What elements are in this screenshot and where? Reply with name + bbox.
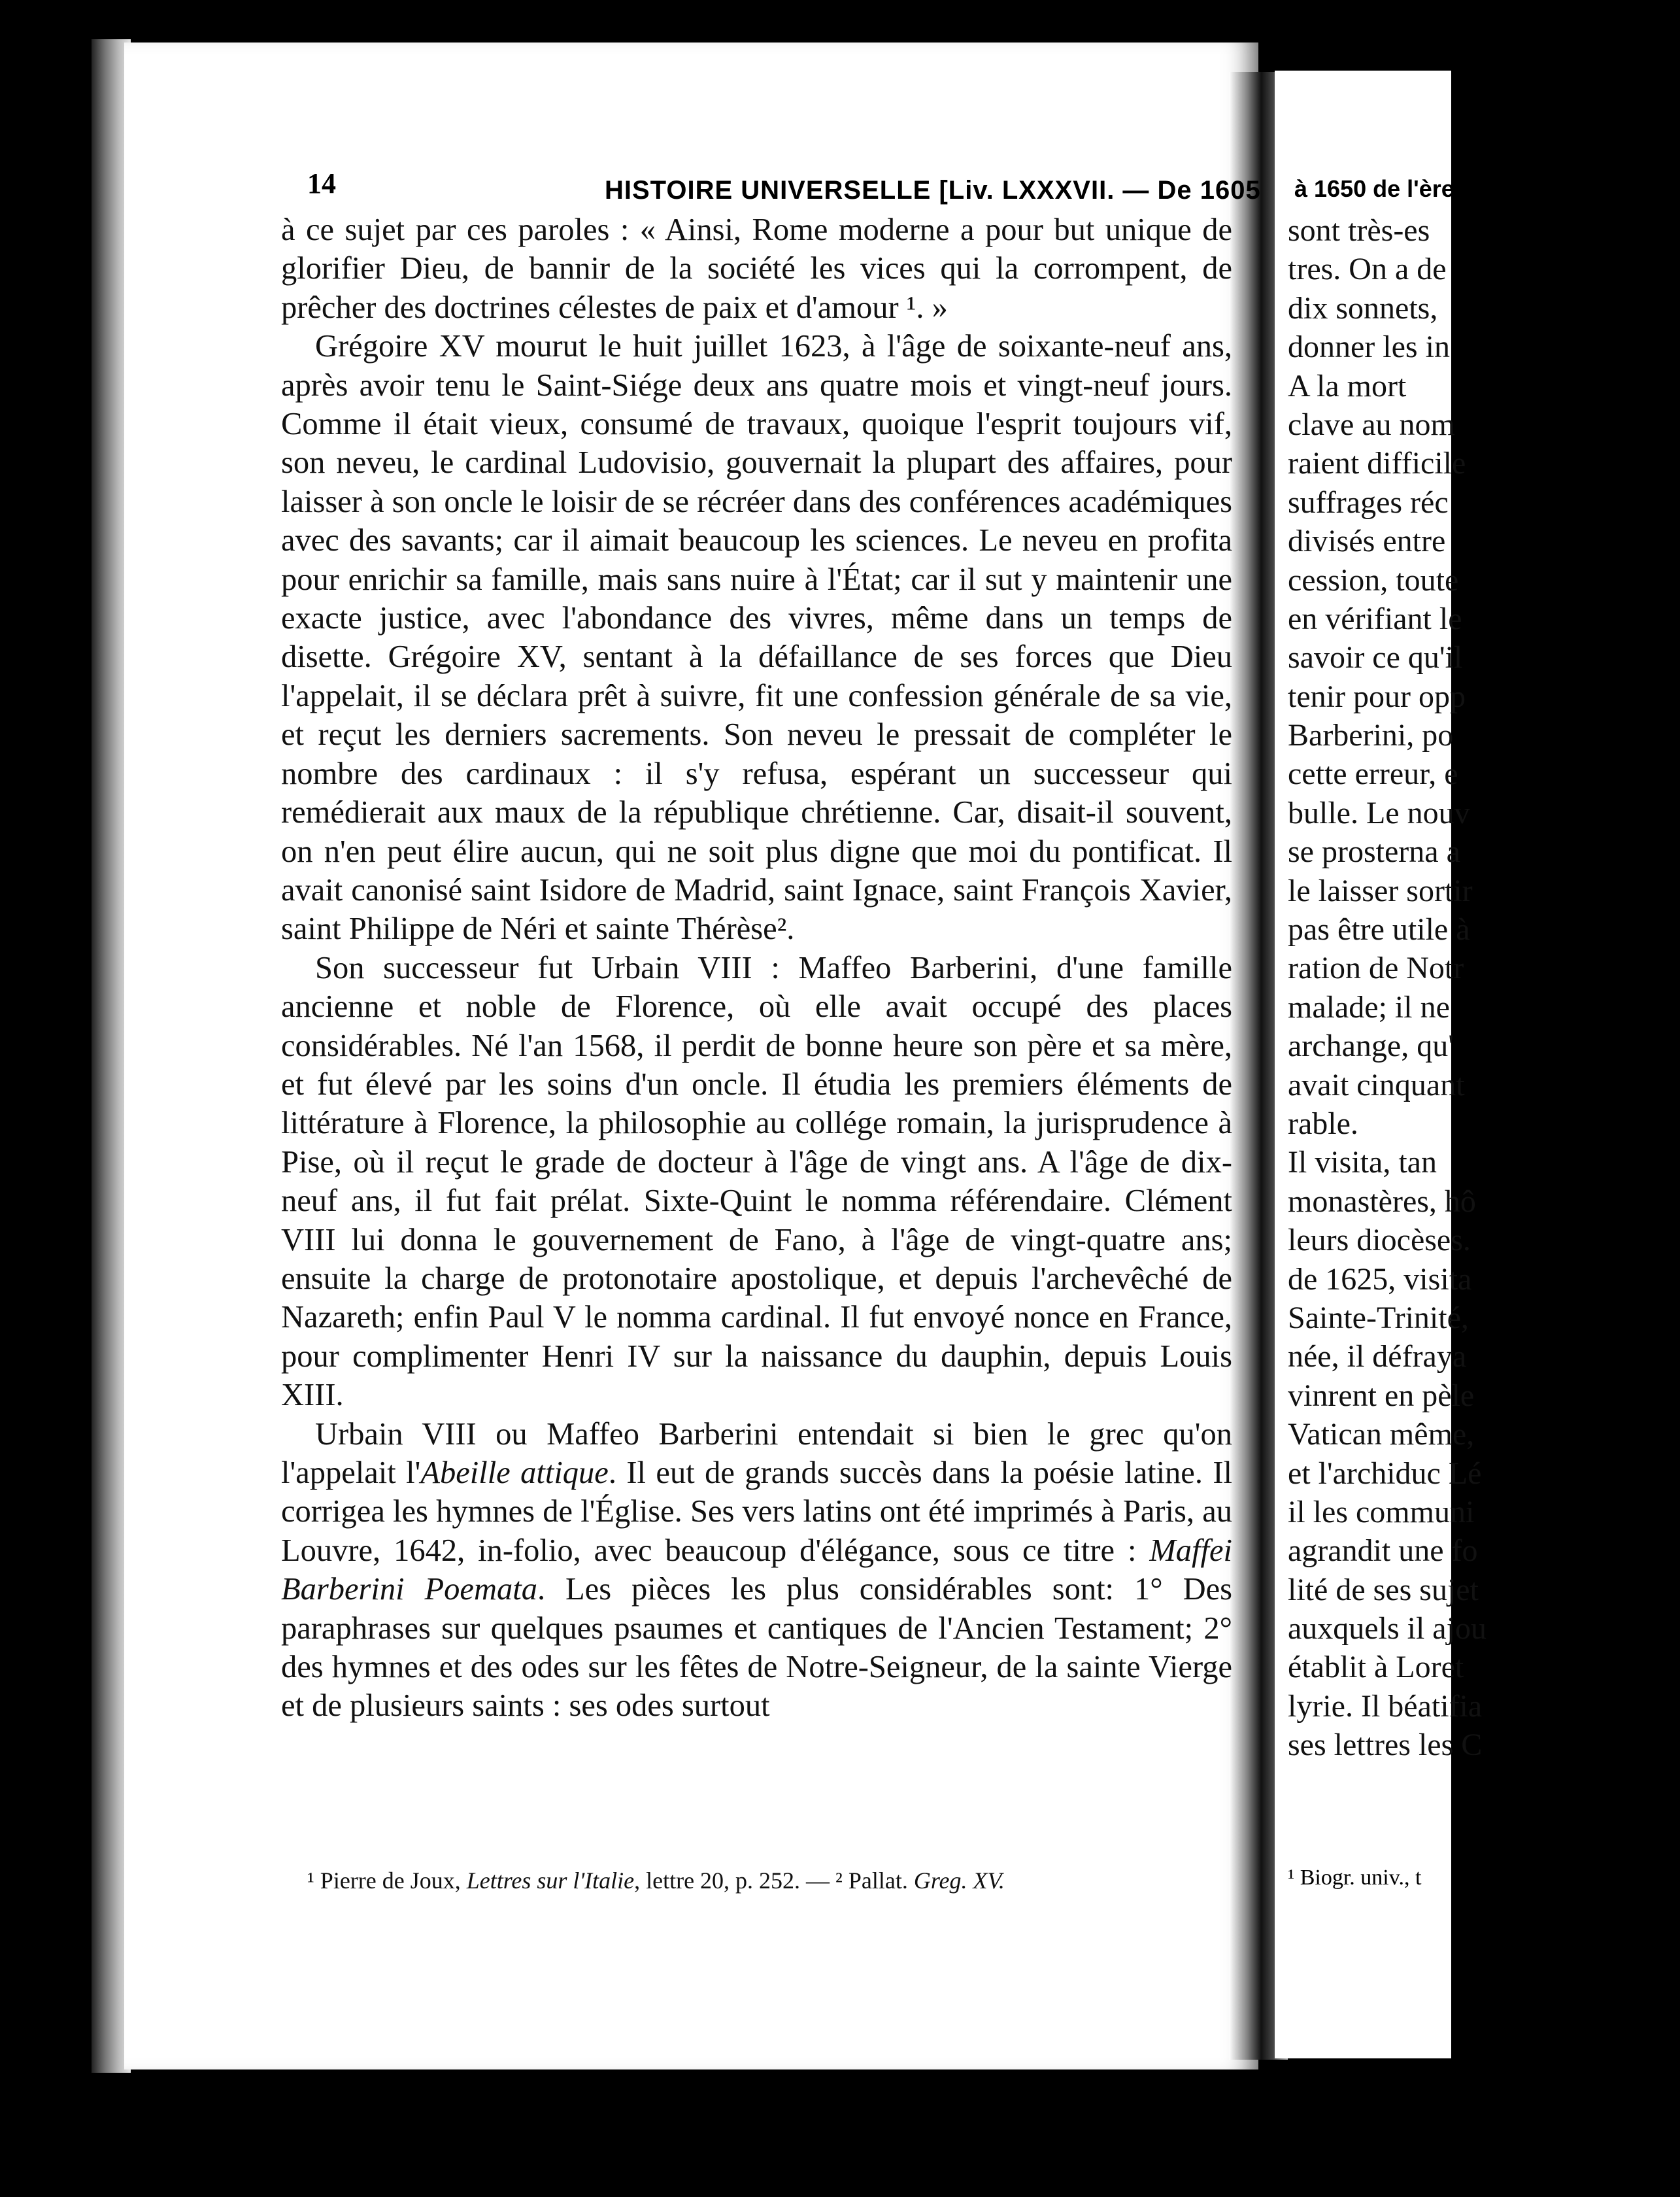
right-page [1275, 71, 1487, 2058]
right-page-line: pas être utile à [1288, 912, 1470, 947]
body-text [281, 211, 1232, 1726]
right-page-line: il les communi [1288, 1494, 1475, 1529]
right-page-line: lyrie. Il béatifia [1288, 1688, 1483, 1724]
paragraph-4-text-c: . Les pièces les plus considérables sont: 1° Des paraphrases sur quelques psaumes et cantiques de l'Ancien Testament; 2° des hymnes et des odes sur les fêtes de Notre-Seigneur, de la sainte Vierge et de plusieurs saints : ses odes surtout [281, 1572, 1232, 1724]
right-page-line: ses lettres les C [1288, 1728, 1483, 1763]
right-page-line: lité de ses sujet [1288, 1572, 1479, 1607]
right-page-line: cession, toute [1288, 562, 1459, 598]
paragraph-3: Son successeur fut Urbain VIII : Maffeo Barberini, d'une famille ancienne et noble de Florence, où elle avait occupé des places considérables. Né l'an 1568, il perdit de bonne heure son père et sa mère, et fut élevé par les soins d'un oncle. Il étudia les premiers éléments de littérature à Florence, la philosophie au collége romain, la jurisprudence à Pise, où il reçut le grade de docteur à l'âge de vingt ans. A l'âge de dix-neuf ans, il fut fait prélat. Sixte-Quint le nomma référendaire. Clément VIII lui donna le gouvernement de Fano, à l'âge de vingt-quatre ans; ensuite la charge de protonotaire apostolique, et depuis l'archevêché de Nazareth; enfin Paul V le nomma cardinal. Il fut envoyé nonce en France, pour complimenter Henri IV sur la naissance du dauphin, depuis Louis XIII. [281, 950, 1232, 1413]
right-page-line: tenir pour opp [1288, 679, 1466, 714]
right-page-line: Barberini, po [1288, 718, 1454, 753]
right-page-line: de 1625, visita [1288, 1261, 1472, 1297]
right-page-line: sont très-es [1288, 213, 1430, 248]
footnote-1-title: Lettres sur l'Italie [466, 1867, 635, 1894]
right-page-line: vinrent en pèle [1288, 1378, 1475, 1413]
right-page-line: malade; il ne [1288, 989, 1450, 1025]
right-page-line: bulle. Le nouv [1288, 795, 1470, 830]
page-number: 14 [307, 167, 336, 199]
right-page-line: auxquels il ajou [1288, 1611, 1487, 1646]
right-page-line: et l'archiduc Lé [1288, 1456, 1482, 1491]
right-page-line: A la mort [1288, 368, 1407, 403]
right-page-line: Vatican même, [1288, 1417, 1475, 1452]
right-page-line: archange, qu' [1288, 1029, 1454, 1064]
right-page-line: tres. On a de [1288, 252, 1447, 287]
right-page-line: donner les in [1288, 330, 1450, 365]
right-page-line: Il visita, tan [1288, 1145, 1437, 1180]
right-page-line: leurs diocèses. [1288, 1223, 1471, 1258]
paragraph-4 [281, 1415, 1232, 1726]
page-header [307, 167, 1261, 213]
right-page-line: ration de Notr [1288, 951, 1464, 986]
footnote-2-text: , lettre 20, p. 252. — ² Pallat. [634, 1867, 914, 1894]
paragraph-4-text-b: . Il eut de grands succès dans la poésie latine. Il corrigea les hymnes de l'Église. Ses vers latins ont été imprimés à Paris, au Louvre, 1642, in-folio, avec beaucoup d'élégance, sous ce titre : [281, 1456, 1232, 1568]
footnote-2-title: Greg. XV. [913, 1867, 1005, 1894]
footnote-1-text: ¹ Pierre de Joux, [307, 1867, 467, 1894]
italic-title-poemata: Maffei Barberini Poemata [281, 1533, 1232, 1607]
right-page-text [1288, 211, 1680, 1765]
right-page-line: rable. [1288, 1106, 1358, 1141]
right-footnote: ¹ Biogr. univ., t [1288, 1865, 1422, 1890]
right-page-line: dix sonnets, [1288, 290, 1438, 326]
footnotes [307, 1867, 1235, 1894]
right-page-line: clave au nom [1288, 407, 1455, 442]
right-page-line: divisés entre [1288, 524, 1446, 559]
right-page-line: le laisser sortir [1288, 873, 1473, 908]
right-page-line: savoir ce qu'il [1288, 640, 1463, 675]
right-page-line: cette erreur, e [1288, 757, 1458, 792]
right-page-line: agrandit une fo [1288, 1533, 1478, 1569]
right-page-line: née, il défraya [1288, 1339, 1467, 1374]
paragraph-1: à ce sujet par ces paroles : « Ainsi, Rome moderne a pour but unique de glorifier Dieu, de bannir de la société les vices qui la corrompent, de prêcher des doctrines célestes de paix et d'amour ¹. » [281, 213, 1232, 325]
right-page-line: raient difficile [1288, 446, 1466, 481]
paragraph-2: Grégoire XV mourut le huit juillet 1623, à l'âge de soixante-neuf ans, après avoir tenu le Saint-Siége deux ans quatre mois et vingt-neuf jours. Comme il était vieux, consumé de travaux, quoique l'esprit toujours vif, son neveu, le cardinal Ludovisio, gouvernait la plupart des affaires, pour laisser à son oncle le loisir de se récréer dans des conférences académiques avec des savants; car il aimait beaucoup les sciences. Le neveu en profita pour enrichir sa famille, mais sans nuire à l'État; car il sut y maintenir une exacte justice, avec l'abondance des vivres, même dans un temps de disette. Grégoire XV, sentant à la défaillance de ses forces que Dieu l'appelait, il se déclara prêt à suivre, fit une confession générale de sa vie, et reçut les derniers sacrements. Son neveu le pressait de compléter le nombre des cardinaux : il s'y refusa, espérant un successeur qui remédierait aux maux de la république chrétienne. Car, disait-il souvent, on n'en peut élire aucun, qui ne soit plus digne que moi du pontificat. Il avait canonisé saint Isidore de Madrid, saint Ignace, saint François Xavier, saint Philippe de Néri et sainte Thérèse². [281, 329, 1232, 947]
right-running-head: à 1650 de l'ère [1294, 175, 1454, 202]
right-page-line: suffrages réc [1288, 485, 1449, 520]
paragraph-4-text-a: Urbain VIII ou Maffeo Barberini entendait si bien le grec qu'on l'appelait l' [281, 1416, 1232, 1490]
italic-title-abeille: Abeille attique [420, 1456, 609, 1490]
right-page-line: établit à Loret [1288, 1650, 1464, 1685]
right-page-line: avait cinquant [1288, 1067, 1465, 1102]
right-page-line: en vérifiant le [1288, 601, 1462, 636]
running-head: HISTOIRE UNIVERSELLE [Liv. LXXXVII. — De 1605 [605, 176, 1261, 205]
right-page-line: monastères, hô [1288, 1184, 1476, 1219]
right-page-line: se prosterna a [1288, 834, 1460, 870]
right-page-line: Sainte-Trinité, [1288, 1300, 1469, 1335]
